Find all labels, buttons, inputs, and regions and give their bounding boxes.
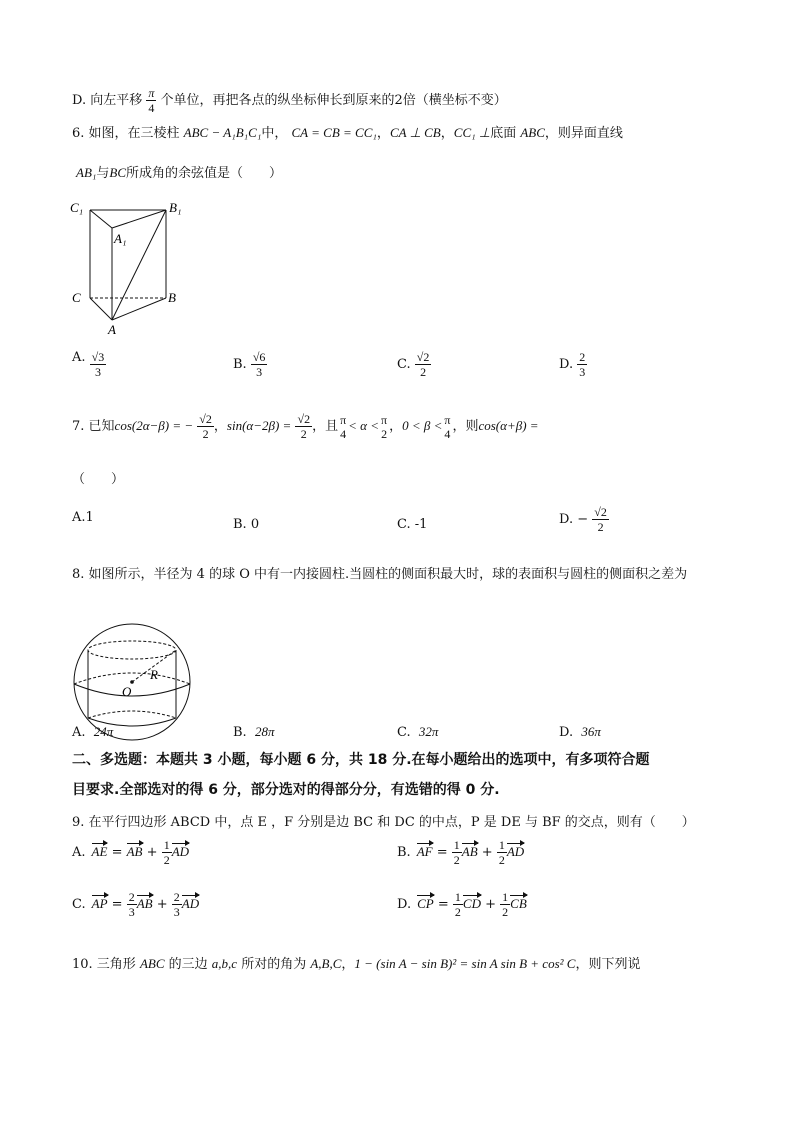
q9-option-a[interactable]: A. AE = AB + $\frac{1}{2}$ AD — [72, 838, 190, 867]
q8-stem: 8. 如图所示，半径为 4 的球 O 中有一内接圆柱.当圆柱的侧面积最大时，球的表面积与圆柱的侧面积之差为 — [72, 567, 688, 582]
q5-fraction: $\frac{\pi}{4}$ — [148, 86, 155, 115]
q8-option-c[interactable]: C. 32π — [397, 724, 439, 740]
label-b1: B₁ — [169, 200, 182, 215]
q9-option-d[interactable]: D. CP = $\frac{1}{2}$ CD + $\frac{1}{2}$ CB — [397, 890, 527, 919]
label-b: B — [168, 290, 176, 305]
q6-stem-line1: 6. 如图，在三棱柱 ABC − A₁B₁C₁中， CA = CB = CC₁，CA ⊥ CB，CC₁ ⊥底面 ABC，则异面直线 — [72, 125, 623, 141]
q7-option-a[interactable]: A.1 — [72, 510, 94, 525]
q10-stem: 10. 三角形 ABC 的三边 a,b,c 所对的角为 A,B,C，1 − (sin A − sin B)² = sin A sin B + cos² C，则下列说 — [72, 956, 641, 972]
q7-stem: 7. 已知cos(2α−β) = − $\frac{√2}{2}$ ，sin(α−2β) = $\frac{√2}{2}$ ，且 π 4 < α < π 2 ，0 < β < π 4 ，则cos(α+β) = — [72, 412, 539, 441]
q6-option-a[interactable]: A. $\frac{√3}{3}$ — [72, 350, 105, 379]
q6-option-b[interactable]: B. $\frac{√6}{3}$ — [233, 350, 266, 379]
label-a: A — [108, 322, 116, 337]
label-a1: A₁ — [114, 231, 127, 246]
q8-option-d[interactable]: D. 36π — [559, 724, 601, 740]
label-c1: C₁ — [70, 200, 84, 215]
q8-option-a[interactable]: A. 24π — [72, 724, 114, 740]
q5-option-d: D. 向左平移 $\frac{\pi}{4}$ 个单位，再把各点的纵坐标伸长到原来的2倍（横坐标不变） — [72, 86, 507, 115]
label-o: O — [122, 684, 132, 699]
q6-option-c[interactable]: C. $\frac{√2}{2}$ — [397, 350, 430, 379]
label-c: C — [72, 290, 81, 305]
q7-option-c[interactable]: C. -1 — [397, 517, 428, 532]
q9-option-b[interactable]: B. AF = $\frac{1}{2}$ AB + $\frac{1}{2}$ AD — [397, 838, 525, 867]
section-2-heading-line1: 二、多选题：本题共 3 小题，每小题 6 分，共 18 分.在每小题给出的选项中，有多项符合题 — [72, 752, 650, 768]
q9-stem: 9. 在平行四边形 ABCD 中，点 E ，F 分别是边 BC 和 DC 的中点，P 是 DE 与 BF 的交点，则有（ ） — [72, 815, 695, 830]
prism-figure — [66, 196, 206, 338]
q6-option-d[interactable]: D. $\frac{2}{3}$ — [559, 350, 586, 379]
q8-option-b[interactable]: B. 28π — [233, 724, 275, 740]
q6-stem-line2: AB₁与BC所成角的余弦值是（ ） — [76, 165, 283, 181]
q7-option-b[interactable]: B. 0 — [233, 517, 260, 532]
q9-option-c[interactable]: C. AP = $\frac{2}{3}$ AB + $\frac{2}{3}$ AD — [72, 890, 200, 919]
q7-option-d[interactable]: D. − $\frac{√2}{2}$ — [559, 505, 607, 534]
label-r: R — [150, 667, 158, 682]
section-2-heading-line2: 目要求.全部选对的得 6 分，部分选对的得部分分，有选错的得 0 分. — [72, 782, 500, 798]
q7-blank: （ ） — [72, 472, 125, 487]
